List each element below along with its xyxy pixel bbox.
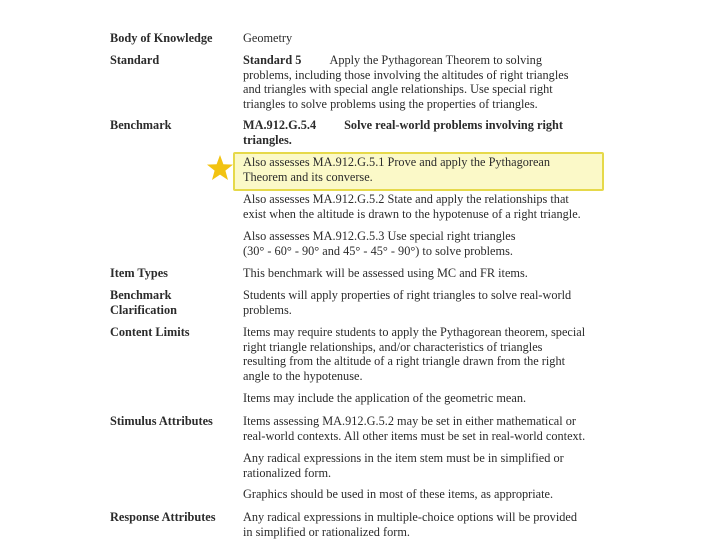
benchmark-line-1: Solve real-world problems involving right [344, 118, 563, 132]
also-assesses-3-line-2: (30° - 60° - 90° and 45° - 45° - 90°) to solve problems. [243, 243, 513, 258]
label-benchmark-clarification: Benchmark Clarification [110, 288, 177, 317]
label-body-of-knowledge: Body of Knowledge [110, 31, 213, 45]
value-stimulus-attributes: Items assessing MA.912.G.5.2 may be set in either mathematical or real-world contexts. All other items must be set in real-world context. [243, 414, 586, 443]
benchmark-line-2: triangles. [243, 132, 292, 147]
label-standard: Standard [110, 53, 160, 67]
standard-number: Standard 5 [243, 53, 302, 67]
value-response-attributes: Any radical expressions in multiple-choice options will be provided in simplified or rationalized form. [243, 510, 577, 539]
also-assesses-2-line-2: exist when the altitude is drawn to the hypotenuse of a right triangle. [243, 206, 581, 221]
label-item-types: Item Types [110, 266, 168, 280]
value-content-limits: Items may require students to apply the Pythagorean theorem, special right triangle relationships, and/or characteristics of triangles resulting from the altitude of a right triangle drawn from the right angle to the hypotenuse. [243, 325, 586, 383]
label-stimulus-attributes: Stimulus Attributes [110, 414, 213, 428]
value-body-of-knowledge: Geometry [243, 31, 293, 45]
label-benchmark: Benchmark [110, 118, 172, 132]
also-assesses-2-line-1: Also assesses MA.912.G.5.2 State and apply the relationships that [243, 192, 569, 206]
also-assesses-3-line-1: Also assesses MA.912.G.5.3 Use special right triangles [243, 229, 516, 243]
benchmark-table-continued: Also assesses MA.912.G.5.1 Prove and apply the Pythagorean Theorem and its converse. Also assesses MA.912.G.5.2 State and apply the relationships that exist when the altitude is drawn to the hypotenuse of a right triangle. Also assesses MA.912.G.5.3 Use special right triangles (30° - 60° - 90° and 45° - 45° - 90°) to solve problems. Item Types This benchmark will be assessed using MC and FR items. Benchmark Clarification Students will apply properties of right triangles to solve real-world problems. Content Limits Items may require students to apply the Pythagorean theorem, special right triangle relationships, and/or characteristics of triangles resulting from the altitude of a right triangle drawn from the right angle to the hypotenuse. Items may include the application of the geometric mean. Stimulus Attributes Items assessing MA.912.G.5.2 may be set in either mathematical or real-world contexts. All other items must be set in real-world context. Any radical expressions in the item stem must be in simplified or rationalized form. Graphics should be used in most of these items, as appropriate. Response Attributes Any radical expressions in multiple-choice options will be provided in simplified or rationalized form. [100, 0, 610, 540]
label-response-attributes: Response Attributes [110, 510, 216, 524]
label-content-limits: Content Limits [110, 325, 190, 339]
benchmark-code: MA.912.G.5.4 [243, 118, 317, 132]
value-item-types: This benchmark will be assessed using MC and FR items. [243, 266, 528, 280]
standard-line-1: Apply the Pythagorean Theorem to solving [329, 53, 542, 67]
standard-line-2: problems, including those involving the altitudes of right triangles [243, 67, 569, 82]
standard-line-4: triangles to solve problems using the properties of triangles. [243, 96, 538, 111]
also-assesses-1-line-1: Also assesses MA.912.G.5.1 Prove and apply the Pythagorean [243, 155, 551, 169]
also-assesses-1-line-2: Theorem and its converse. [243, 169, 373, 184]
standard-line-3: and triangles with special angle relationships. Use special right [243, 82, 553, 96]
value-benchmark-clarification: Students will apply properties of right triangles to solve real-world problems. [243, 288, 572, 317]
